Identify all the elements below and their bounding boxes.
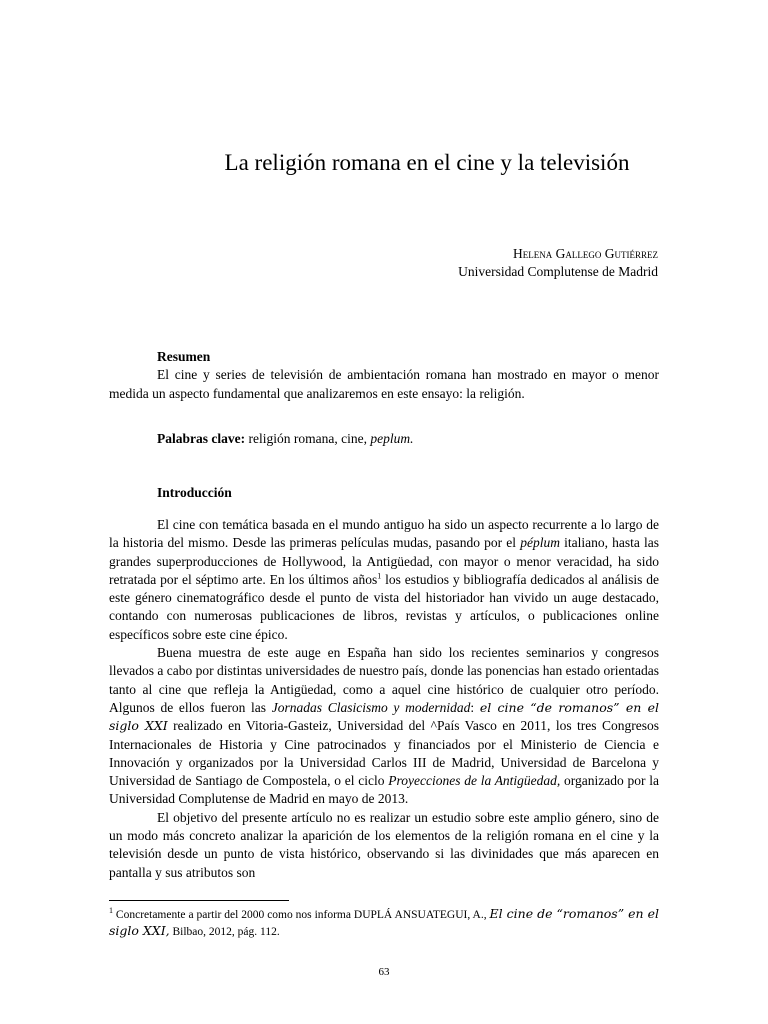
footnote-1: $^1$ Concretamente a partir del 2000 como nos informa DUPLÁ ANSUATEGUI, A., El cine de “romanos” en el siglo XXI, Bilbao, 2012, pág. 112. (109, 906, 659, 938)
keywords-italic: peplum. (370, 431, 414, 446)
author-affiliation: Universidad Complutense de Madrid (458, 264, 658, 279)
abstract-text: El cine y series de televisión de ambientación romana han mostrado en mayor o menor medida un aspecto fundamental que analizaremos en este ensayo: la religión. (109, 367, 659, 401)
footnote-divider (109, 900, 289, 901)
keywords-text: religión romana, cine, (245, 431, 371, 446)
abstract-heading: Resumen (157, 349, 211, 364)
intro-paragraph-2: Buena muestra de este auge en España han sido los recientes seminarios y congresos llevados a cabo por distintas universidades de nuestro país, donde las ponencias han estado orientadas tanto al cine que refleja la Antigüedad, como a aquel cine histórico de cualquier otro período. Algunos de ellos fueron las Jornadas Clasicismo y modernidad: el cine “de romanos” en el siglo XXI realizado en Vitoria-Gasteiz, Universidad del ^País Vasco en 2011, los tres Congresos Internacionales de Historia y Cine patrocinados y financiados por el Ministerio de Ciencia e Innovación y organizados por la Universidad Carlos III de Madrid, Universidad de Barcelona y Universidad de Santiago de Compostela, o el ciclo Proyecciones de la Antigüedad, organizado por la Universidad Complutense de Madrid en mayo de 2013. (109, 645, 660, 807)
abstract-section (109, 348, 659, 403)
author-name: Helena Gallego Gutiérrez (513, 246, 658, 261)
page-number: 63 (378, 966, 390, 978)
keywords-section (109, 430, 659, 448)
intro-paragraph-1: El cine con temática basada en el mundo antiguo ha sido un aspecto recurrente a lo largo de la historia del mismo. Desde las primeras películas mudas, pasando por el péplum italiano, hasta las grandes superproducciones de Hollywood, la Antigüedad, con mayor o menor veracidad, ha sido retratada por el séptimo arte. En los últimos años$^1$ los estudios y bibliografía dedicados al análisis de este género cinematográfico desde el punto de vista del historiador han vivido un auge destacado, contando con numerosas publicaciones de libros, revistas y artículos, o publicaciones online específicos sobre este cine épico. (109, 517, 659, 642)
intro-heading: Introducción (157, 485, 232, 500)
article-title: La religión romana en el cine y la televisión (224, 150, 630, 175)
intro-body (109, 516, 659, 882)
author-block (458, 245, 658, 281)
footnote-ref: 1 (377, 571, 382, 581)
intro-heading-block (109, 484, 659, 502)
intro-paragraph-3: El objetivo del presente artículo no es realizar un estudio sobre este amplio género, sino de un modo más concreto analizar la aparición de los elementos de la religión romana en el cine y la televisión desde un punto de vista histórico, observando si las divinidades que más aparecen en pantalla y sus atributos son (109, 809, 659, 880)
keywords-label: Palabras clave: (157, 431, 246, 446)
